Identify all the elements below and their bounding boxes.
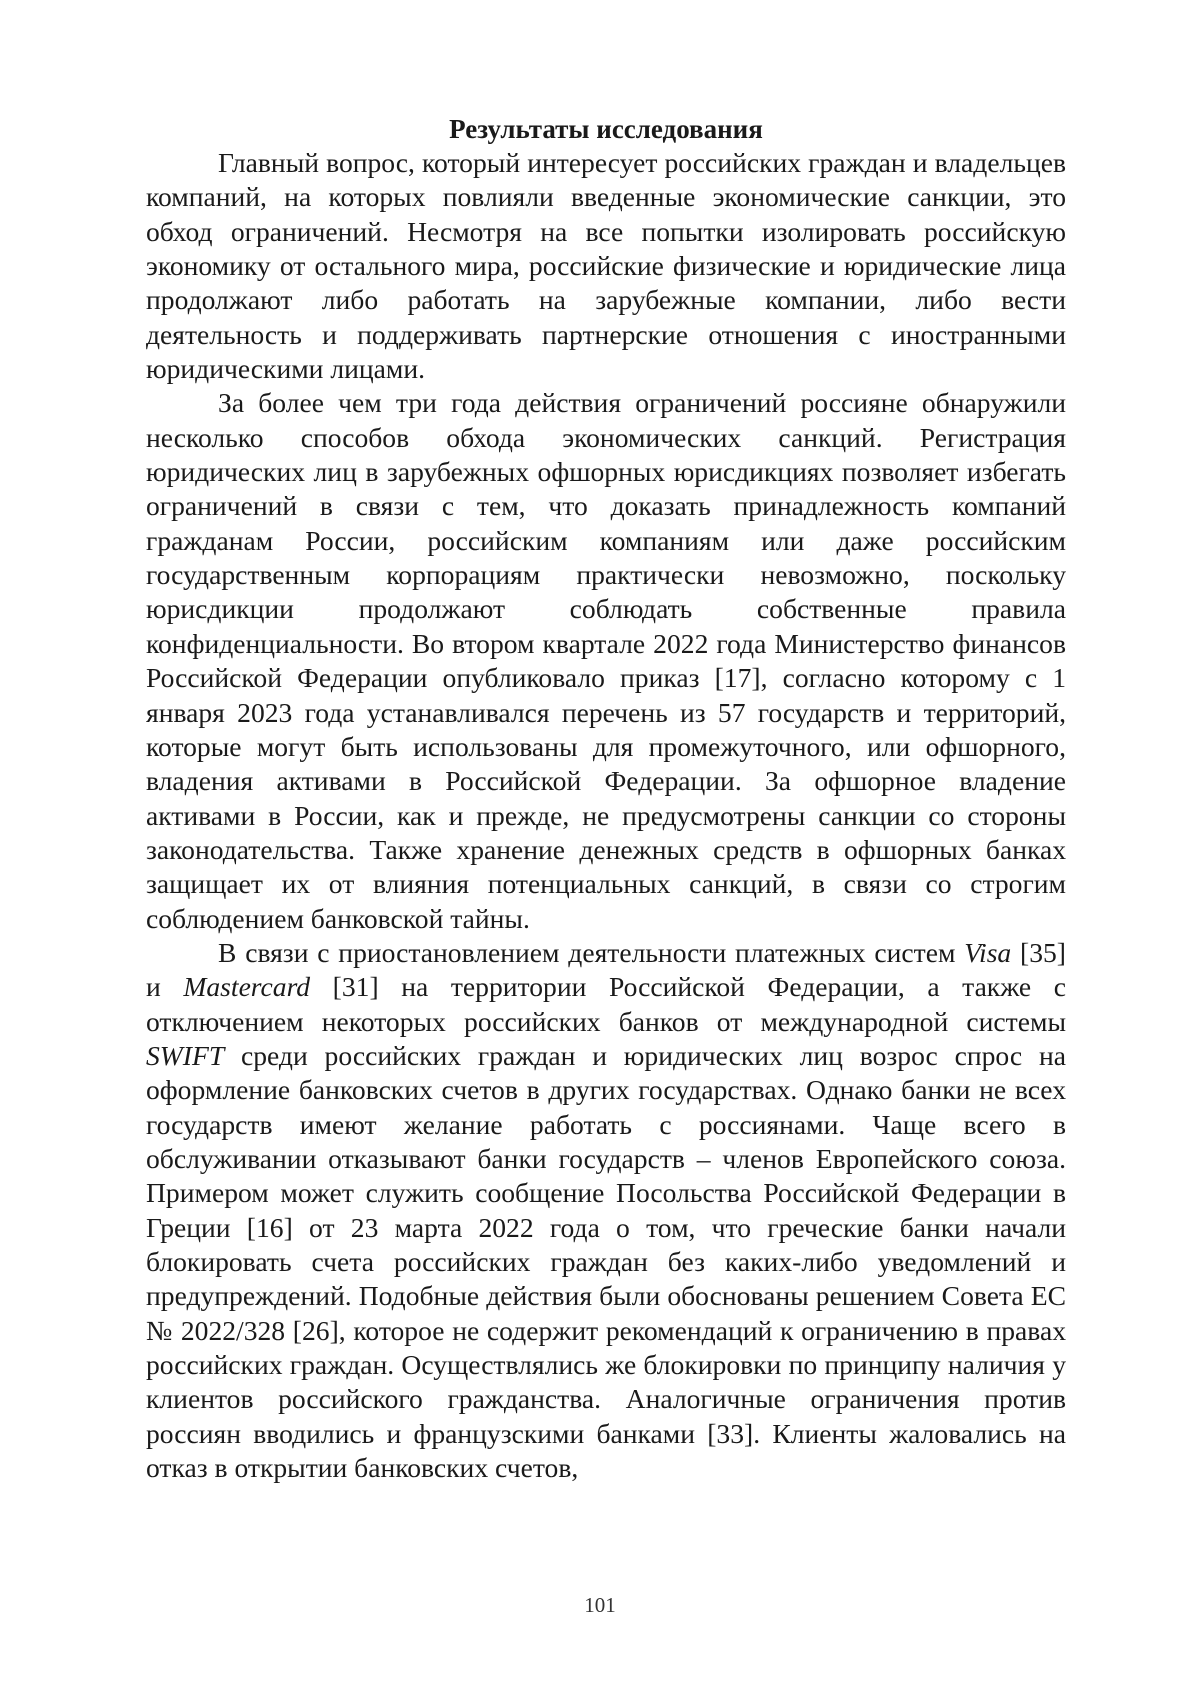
section-heading: Результаты исследования	[146, 112, 1066, 146]
swift-term: SWIFT	[146, 1040, 224, 1071]
mastercard-term: Mastercard	[183, 971, 310, 1002]
paragraph-2: За более чем три года действия ограничений россияне обнару­жили несколько способов обхода экономических санкций. Регистра­ция юридических лиц в зарубежных офшорных юрисдикциях позво­ляет избегать ограничений в связи с тем, что доказать принадлежность компаний гражданам России, российским компаниям или даже российским государственным корпорациям практически не­возможно, поскольку юрисдикции продолжают соблюдать собствен­ные правила конфиденциальности. Во втором квартале 2022 года Ми­нистерство финансов Российской Федерации опубликовало приказ [17], согласно которому с 1 января 2023 года устанавливался перечень из 57 государств и территорий, которые могут быть использованы для промежуточного, или офшорного, владения активами в Российской Федерации. За офшорное владение активами в России, как и прежде, не предусмотрены санкции со стороны законодательства. Также хра­нение денежных средств в офшорных банках защищает их от влияния потенциальных санкций, в связи со строгим соблюдением банковской тайны.	[146, 386, 1066, 936]
paragraph-3-text: [35] и	[146, 937, 1066, 1002]
page-body	[146, 112, 1066, 1485]
paragraph-3	[146, 936, 1066, 1486]
page-number: 101	[0, 1593, 1200, 1617]
paragraph-1: Главный вопрос, который интересует российских граждан и владельцев компаний, на которых повлияли введенные экономиче­ские санкции, это обход ограничений. Несмотря на все попытки изо­лировать российскую экономику от остального мира, российские фи­зические и юридические лица продолжают либо работать на зарубежные компании, либо вести деятельность и поддерживать партнерские отношения с иностранными юридическими лицами.	[146, 146, 1066, 386]
paragraph-3-text: среди российских граждан и юридических лиц возрос спрос на оформление банковских счетов в других государ­ствах. Однако банки не всех государств имеют желание работать с россиянами. Чаще всего в обслуживании отказывают банки госу­дарств – членов Европейского союза. Примером может служить со­общение Посольства Российской Федерации в Греции [16] от 23 мар­та 2022 года о том, что греческие банки начали блокировать счета российских граждан без каких-либо уведомлений и предупреждений. Подобные действия были обоснованы решением Совета ЕС № 2022/328 [26], которое не содержит рекомендаций к ограничению в правах российских граждан. Осуществлялись же блокировки по принципу наличия у клиентов российского гражданства. Аналогич­ные ограничения против россиян вводились и французскими банками [33]. Клиенты жаловались на отказ в открытии банковских счетов,	[146, 1040, 1066, 1483]
paragraph-3-text: В связи с приостановлением деятельности платежных систем	[218, 937, 964, 968]
visa-term: Visa	[964, 937, 1011, 968]
paragraph-3-text: [31] на территории Российской Федерации, а также с отключением некоторых российских банков от междуна­родной системы	[146, 971, 1066, 1036]
